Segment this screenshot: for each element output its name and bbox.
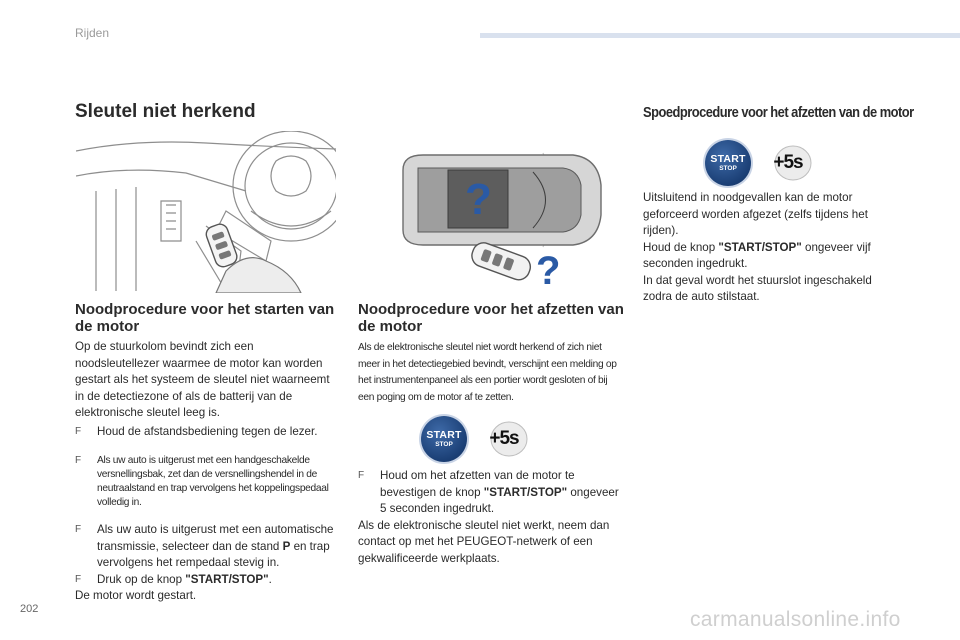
col3-body bbox=[643, 190, 893, 306]
col3-button-icons bbox=[705, 140, 813, 186]
col2-intro: Als de elektronische sleutel niet wordt herkend of zich niet meer in het detectiegebied bevindt, verschijnt een melding op het instrumentenpaneel als een portier wordt gesloten of bij een poging om de motor af te zetten. bbox=[358, 342, 617, 403]
col1-body bbox=[75, 339, 340, 605]
bullet-marker: F bbox=[75, 425, 82, 437]
steering-column-illustration bbox=[76, 131, 336, 293]
main-title: Sleutel niet herkend bbox=[75, 101, 256, 122]
bullet-marker: F bbox=[358, 470, 365, 481]
header-accent-bar bbox=[480, 33, 960, 38]
bullet-marker: F bbox=[75, 573, 82, 585]
col2-outro: Als de elektronische sleutel niet werkt, neem dan contact op met het PEUGEOT-netwerk of een gekwalificeerde werkplaats. bbox=[358, 518, 610, 565]
plus-5-seconds-icon: +5s bbox=[479, 419, 529, 459]
col1-bullet-1: F Houd de afstandsbediening tegen de lezer. bbox=[75, 424, 340, 441]
col2-bullet-1: F Houd om het afzetten van de motor te bevestigen de knop "START/STOP" ongeveer 5 seconden ingedrukt. bbox=[358, 469, 619, 515]
start-stop-button-icon: START STOP bbox=[421, 416, 467, 462]
plus-5-seconds-icon: +5s bbox=[763, 143, 813, 183]
col1-bullet-4: F Druk op de knop "START/STOP". bbox=[75, 572, 340, 589]
col1-bullet-3: F Als uw auto is uitgerust met een automatische transmissie, selecteer dan de stand P en trap vervolgens het rempedaal stevig in. bbox=[75, 523, 334, 569]
page-number: 202 bbox=[20, 603, 39, 615]
key-question-mark-icon: ? bbox=[536, 249, 561, 290]
col3-p1: Uitsluitend in noodgevallen kan de motor geforceerd worden afgezet (zelfs tijdens het rijden). bbox=[643, 191, 868, 237]
col3-p3: In dat geval wordt het stuurslot ingeschakeld zodra de auto stilstaat. bbox=[643, 273, 872, 303]
car-question-mark-icon: ? bbox=[465, 175, 492, 224]
col1-title: Noodprocedure voor het starten van de motor bbox=[75, 301, 335, 335]
col2-title: Noodprocedure voor het afzetten van de motor bbox=[358, 301, 624, 335]
col3-p2: Houd de knop "START/STOP" ongeveer vijf seconden ingedrukt. bbox=[643, 240, 871, 270]
col2-button-icons bbox=[421, 416, 529, 462]
col1-bullet-2: F Als uw auto is uitgerust met een handgeschakelde versnellingsbak, zet dan de versnellingshendel in de neutraalstand en trap vervolgens het koppelingspedaal volledig in. bbox=[75, 455, 329, 508]
side-title: Spoedprocedure voor het afzetten van de motor bbox=[643, 104, 914, 121]
start-stop-button-icon: START STOP bbox=[705, 140, 751, 186]
col1-outro: De motor wordt gestart. bbox=[75, 589, 197, 602]
col2-body bbox=[358, 468, 620, 567]
watermark: carmanualsonline.info bbox=[690, 608, 901, 631]
car-top-view-illustration bbox=[393, 150, 608, 290]
bullet-marker: F bbox=[75, 524, 82, 535]
section-label: Rijden bbox=[75, 26, 110, 40]
col1-intro: Op de stuurkolom bevindt zich een noodsleutellezer waarmee de motor kan worden gestart als het systeem de sleutel niet waarneemt in de detectiezone of als de batterij van de elektronische sleutel leeg is. bbox=[75, 340, 330, 419]
bullet-marker: F bbox=[75, 455, 81, 466]
